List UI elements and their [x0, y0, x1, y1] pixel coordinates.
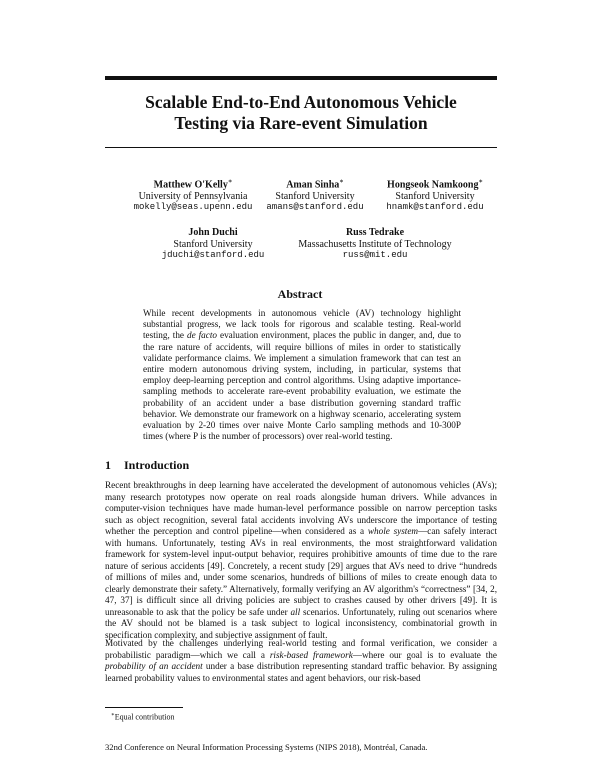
- section-heading: [105, 458, 189, 473]
- author-email: russ@mit.edu: [342, 250, 408, 260]
- author-block: [250, 176, 380, 214]
- author-affiliation: Stanford University: [275, 190, 355, 202]
- title-line-2: Testing via Rare-event Simulation: [174, 113, 428, 133]
- author-name: Matthew O'Kelly: [153, 179, 228, 191]
- section-title: Introduction: [124, 458, 190, 472]
- author-email: hnamk@stanford.edu: [386, 202, 484, 213]
- author-email: amans@stanford.edu: [266, 202, 364, 213]
- author-affiliation: Stanford University: [395, 190, 475, 202]
- paper-title: [105, 92, 497, 134]
- author-name: Russ Tedrake: [345, 227, 405, 238]
- intro-paragraph-1: Recent breakthroughs in deep learning have accelerated the development of autonomous vehicles (AVs); many research prototypes now operate on real roads alongside human drivers. While advances in computer-vision techniques have made human-level performance possible on narrow perception tasks such as object recognition, several fatal accidents involving AVs underscore the importance of testing whether the perception and control pipeline—when considered as a whole system—can safely interact with humans. Unfortunately, testing AVs in real environments, the most straightforward validation framework for system-level input-output behavior, requires prohibitive amounts of time due to the rare nature of serious accidents [49]. Concretely, a recent study [29] argues that AVs need to drive “hundreds of millions of miles and, under some scenarios, hundreds of billions of miles to create enough data to clearly demonstrate their safety.” Alternatively, formally verifying an AV algorithm's “correctness” [34, 2, 47, 37] is difficult since all driving policies are subject to crashes caused by other drivers [49]. It is unreasonable to ask that the policy be safe under all scenarios. Unfortunately, ruling out scenarios where the AV should not be blamed is a task subject to logical inconsistency, combinatorial growth in specification complexity, and subjective assignment of fault.: [105, 480, 498, 640]
- author-block: [370, 176, 500, 214]
- author-name: John Duchi: [188, 227, 238, 238]
- author-block: [148, 227, 278, 262]
- footnote: [111, 712, 175, 722]
- title-line-1: Scalable End-to-End Autonomous Vehicle: [145, 92, 457, 112]
- equal-contribution-mark: ∗: [478, 178, 483, 185]
- abstract-heading: Abstract: [277, 287, 323, 301]
- footnote-rule: [105, 707, 183, 708]
- author-affiliation: Stanford University: [173, 238, 253, 250]
- title-top-rule: [105, 76, 497, 80]
- author-affiliation: University of Pennsylvania: [138, 190, 248, 202]
- author-block: [118, 176, 268, 214]
- author-email: jduchi@stanford.edu: [161, 250, 265, 260]
- author-email: mokelly@seas.upenn.edu: [133, 202, 253, 213]
- intro-paragraph-2: Motivated by the challenges underlying real-world testing and formal verification, we consider a probabilistic paradigm—which we call a risk-based framework—where our goal is to evaluate the probability of an accident under a base distribution representing standard traffic behavior. By assigning learned probability values to environmental states and agent behaviors, our risk-based: [105, 638, 497, 683]
- equal-contribution-mark: ∗: [227, 178, 233, 185]
- equal-contribution-mark: ∗: [339, 178, 344, 185]
- footnote-text: Equal contribution: [114, 712, 175, 722]
- conference-footer: 32nd Conference on Neural Information Processing Systems (NIPS 2018), Montréal, Canada.: [105, 742, 428, 752]
- author-name: Aman Sinha: [286, 179, 340, 191]
- title-bottom-rule: [105, 147, 497, 148]
- author-affiliation: Massachusetts Institute of Technology: [298, 238, 452, 250]
- author-block: [290, 227, 460, 262]
- footnote-mark: ∗: [111, 712, 115, 718]
- section-number: 1: [105, 458, 111, 472]
- author-name: Hongseok Namkoong: [387, 179, 479, 191]
- abstract-text: While recent developments in autonomous vehicle (AV) technology highlight substantial progress, we lack tools for rigorous and scalable testing. Real-world testing, the de facto evaluation environment, places the public in danger, and, due to the rare nature of accidents, will require billions of miles in order to statistically validate performance claims. We implement a simulation framework that can test an entire modern autonomous driving system, including, in particular, systems that employ deep-learning perception and control algorithms. Using adaptive importance-sampling methods to accelerate rare-event probability evaluation, we estimate the probability of an accident under a base distribution governing standard traffic behavior. We demonstrate our framework on a highway scenario, accelerating system evaluation by 2-20 times over naive Monte Carlo sampling methods and 10-300P times (where P is the number of processors) over real-world testing.: [143, 308, 461, 442]
